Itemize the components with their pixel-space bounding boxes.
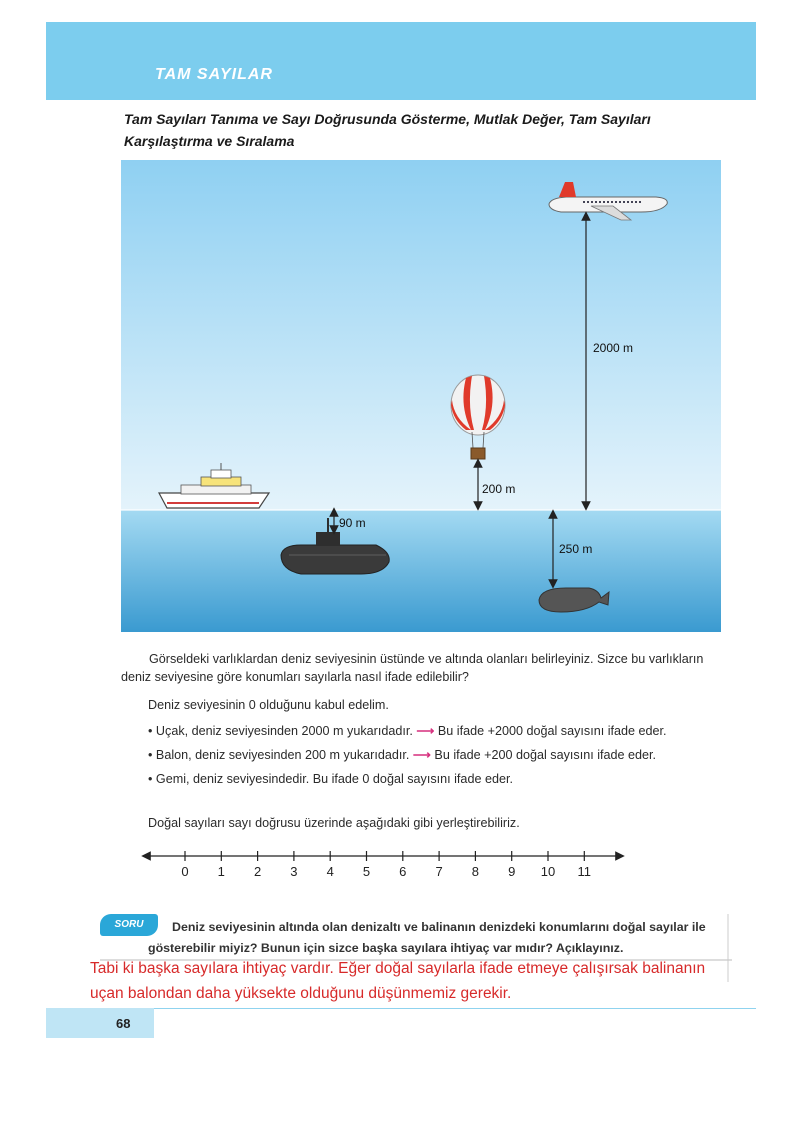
number-line-tick-label: 5 bbox=[362, 864, 371, 879]
assumption-text: Deniz seviyesinin 0 olduğunu kabul edelim. bbox=[148, 698, 389, 712]
number-line-tick-label: 1 bbox=[217, 864, 225, 879]
soru-badge: SORU bbox=[100, 914, 158, 936]
bullet-text: Gemi, deniz seviyesindedir. Bu ifade 0 doğal sayısını ifade eder. bbox=[155, 772, 513, 786]
page-number: 68 bbox=[116, 1016, 131, 1031]
sea-level-illustration bbox=[121, 160, 721, 632]
number-line-tick-label: 6 bbox=[399, 864, 407, 879]
bullet-item: • Gemi, deniz seviyesindedir. Bu ifade 0 doğal sayısını ifade eder. bbox=[148, 772, 513, 786]
number-line bbox=[140, 840, 630, 890]
plane-height-label: 2000 m bbox=[593, 341, 634, 355]
answer-text: Tabi ki başka sayılara ihtiyaç vardır. Eğer doğal sayılarla ifade etmeye çalışırsak balinanın uçan balondan daha yüksekte olduğunu düşünmemiz gerekir. bbox=[90, 960, 706, 1002]
bullet-text: Balon, deniz seviyesinden 200 m yukarıdadır. bbox=[155, 748, 410, 762]
number-line-tick-label: 10 bbox=[540, 864, 556, 879]
number-line-intro: Doğal sayıları sayı doğrusu üzerinde aşağıdaki gibi yerleştirebiliriz. bbox=[148, 816, 520, 830]
number-line-tick-label: 8 bbox=[471, 864, 480, 879]
section-title: Tam Sayıları Tanıma ve Sayı Doğrusunda Gösterme, Mutlak Değer, Tam Sayıları Karşılaştırma ve Sıralama bbox=[124, 111, 651, 149]
bullet-result: Bu ifade +2000 doğal sayısını ifade eder. bbox=[437, 724, 667, 738]
page-number-box bbox=[46, 1008, 154, 1038]
question-text: Deniz seviyesinin altında olan denizaltı ve balinanın denizdeki konumlarını doğal sayılar ile gösterebilir miyiz? Bunun için sizce başka sayılara ihtiyaç var mıdır? Açıklayınız. bbox=[148, 920, 706, 955]
bullet-item: • Balon, deniz seviyesinden 200 m yukarıdadır. ⟶ Bu ifade +200 doğal sayısını ifade eder. bbox=[148, 748, 657, 762]
bullet-text: Uçak, deniz seviyesinden 2000 m yukarıdadır. bbox=[155, 724, 413, 738]
intro-paragraph: Görseldeki varlıklardan deniz seviyesinin üstünde ve altında olanları belirleyiniz. Sizce bu varlıkların deniz seviyesine göre konumları sayılarla nasıl ifade edilebilir? bbox=[121, 652, 704, 684]
number-line-tick-label: 3 bbox=[290, 864, 298, 879]
whale-depth-label: 250 m bbox=[559, 542, 593, 556]
number-line-tick-label: 4 bbox=[326, 864, 334, 879]
balloon-height-label: 200 m bbox=[482, 482, 516, 496]
number-line-tick-label: 9 bbox=[508, 864, 516, 879]
number-line-tick-label: 0 bbox=[181, 864, 189, 879]
chapter-title: TAM SAYILAR bbox=[155, 66, 273, 83]
arrow-icon: ⟶ bbox=[416, 724, 435, 738]
number-line-tick-label: 11 bbox=[577, 864, 592, 879]
submarine-depth-label: 90 m bbox=[339, 516, 366, 530]
arrow-icon: ⟶ bbox=[412, 748, 431, 762]
sea bbox=[121, 510, 721, 632]
number-line-tick-label: 2 bbox=[253, 864, 262, 879]
number-line-tick-label: 7 bbox=[435, 864, 443, 879]
bullet-result: Bu ifade +200 doğal sayısını ifade eder. bbox=[434, 748, 657, 762]
bullet-item: • Uçak, deniz seviyesinden 2000 m yukarıdadır. ⟶ Bu ifade +2000 doğal sayısını ifade eder. bbox=[148, 724, 667, 738]
header-band bbox=[46, 22, 756, 100]
